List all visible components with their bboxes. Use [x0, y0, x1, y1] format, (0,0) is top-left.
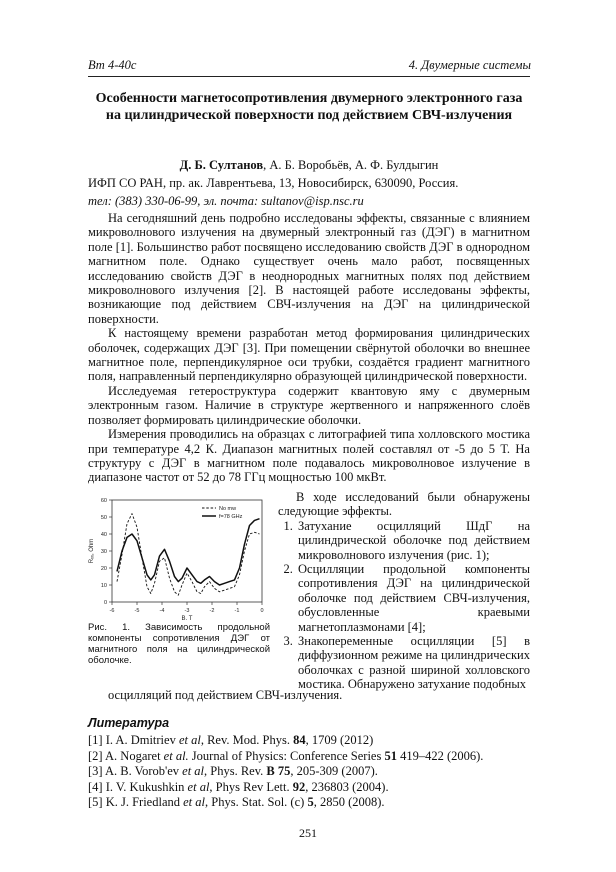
- authors: [88, 158, 530, 173]
- reference-end: , 205-309 (2007).: [290, 764, 378, 778]
- reference-bold: 84: [293, 733, 306, 747]
- running-header-left: Вт 4-40с: [88, 58, 137, 72]
- reference-em: et al.: [163, 748, 189, 763]
- y-tick-label: 60: [100, 498, 107, 504]
- series-line: [117, 514, 260, 596]
- results-list: [278, 519, 530, 692]
- literature-heading: Литература: [88, 716, 170, 730]
- reference-post: , Phys Rev Lett.: [209, 779, 293, 794]
- reference-em: et al: [187, 779, 210, 794]
- reference-pre: [3] A. B. Vorob'ev: [88, 764, 183, 778]
- list-item: 1. Затухание осцилляций ШдГ на цилиндрической оболочке под действием микроволнового излучения (рис. 1);: [296, 519, 530, 562]
- results-column: [278, 490, 530, 692]
- affiliation: ИФП СО РАН, пр. ак. Лаврентьева, 13, Новосибирск, 630090, Россия.: [88, 176, 459, 190]
- reference-end: 419–422 (2006).: [396, 748, 484, 763]
- header-rule: [88, 76, 530, 77]
- x-tick-label: -4: [159, 608, 165, 614]
- contact-email: sultanov@isp.nsc.ru: [261, 194, 364, 208]
- figure-1: [86, 490, 272, 620]
- reference-item: [88, 780, 483, 796]
- paragraph: На сегодняшний день подробно исследованы эффекты, связанные с влиянием микроволнового излучения на двумерный электронный газ (ДЭГ) в магнитном поле [1]. Большинство работ посвящено исследованию свойств ДЭГ в однородном магнитном поле. Однако существует очень мало работ, посвященных исследованию свойств ДЭГ в неоднородных магнитных полях под действием микроволнового излучения [2]. В настоящей работе исследованы эффекты, возникающие под действием СВЧ-излучения на ДЭГ на цилиндрической поверхности.: [88, 211, 530, 326]
- contact-line: [88, 194, 364, 209]
- x-tick-label: 0: [260, 608, 264, 614]
- magnetoresistance-chart: [86, 490, 272, 620]
- reference-item: [88, 733, 483, 749]
- y-tick-label: 30: [100, 549, 107, 555]
- reference-item: [88, 795, 483, 811]
- reference-post: , Phys. Rev.: [204, 764, 267, 778]
- y-tick-label: 20: [100, 566, 107, 572]
- reference-pre: [5] K. J. Friedland: [88, 795, 184, 809]
- results-tail: осцилляций под действием СВЧ-излучения.: [108, 688, 343, 702]
- reference-pre: [2] A. Nogaret: [88, 748, 164, 763]
- paper-title: Особенности магнетосопротивления двумерного электронного газа на цилиндрической поверхности под действием СВЧ-излучения: [95, 91, 523, 123]
- reference-end: , 2850 (2008).: [313, 795, 385, 809]
- reference-pre: [4] I. V. Kukushkin: [88, 779, 188, 794]
- list-item: 2. Осцилляции продольной компоненты сопротивления ДЭГ на цилиндрической оболочке под действием СВЧ-излучения, обусловленные краевыми магнетоплазмонами [4];: [296, 562, 530, 634]
- reference-post: , Rev. Mod. Phys.: [200, 733, 294, 747]
- other-authors: , А. Б. Воробьёв, А. Ф. Булдыгин: [263, 158, 439, 172]
- reference-em: et al: [178, 733, 201, 747]
- y-tick-label: 40: [100, 532, 107, 538]
- reference-post: , Phys. Stat. Sol. (c): [205, 795, 308, 809]
- list-item: 3. Знакопеременные осцилляции [5] в диффузионном режиме на цилиндрических оболочках с разной шириной холловского мостика. Обнаружено затухание подобных: [296, 634, 530, 692]
- reference-pre: [1] I. A. Dmitriev: [88, 733, 179, 747]
- body-text: [88, 211, 530, 485]
- results-intro: В ходе исследований были обнаружены следующие эффекты.: [278, 490, 530, 519]
- y-tick-label: 0: [103, 600, 107, 606]
- contact-phone: тел: (383) 330-06-99, эл. почта:: [88, 194, 262, 208]
- paragraph: Исследуемая гетероструктура содержит квантовую яму с двумерным электронным газом. Наличие в структуре жертвенного и напряженного слоёв позволяет формировать цилиндрические оболочки.: [88, 383, 530, 427]
- x-tick-label: -5: [134, 608, 140, 614]
- reference-end: , 236803 (2004).: [305, 779, 389, 794]
- running-header-right: 4. Двумерные системы: [408, 58, 531, 72]
- y-tick-label: 50: [100, 515, 107, 521]
- reference-bold: B 75: [266, 764, 291, 778]
- x-tick-label: -2: [209, 608, 215, 614]
- paragraph: К настоящему времени разработан метод формирования цилиндрических оболочек, содержащих ДЭГ [3]. При помещении свёрнутой оболочки во внешнее магнитное поле, перпендикулярное оси трубки, создаётся градиент магнитного поля, направленный перпендикулярно образующей цилиндрической поверхности.: [88, 326, 530, 384]
- y-axis-label: Rₓₓ, Ohm: [89, 538, 95, 564]
- reference-list: [88, 733, 483, 811]
- reference-item: [88, 764, 483, 780]
- y-tick-label: 10: [100, 583, 107, 589]
- page-number: 251: [299, 826, 317, 840]
- figure-caption: Рис. 1. Зависимость продольной компоненты сопротивления ДЭГ от магнитного поля на цилиндрической оболочке.: [88, 622, 270, 666]
- legend-label: f=78 GHz: [219, 514, 243, 520]
- first-author: Д. Б. Султанов: [179, 158, 264, 172]
- reference-bold: 92: [292, 779, 306, 794]
- reference-item: [88, 749, 483, 765]
- reference-post: Journal of Physics: Conference Series: [188, 748, 385, 763]
- legend-label: No mw: [219, 506, 237, 512]
- x-axis-label: B, T: [181, 616, 193, 620]
- reference-bold: 5: [307, 795, 314, 809]
- reference-bold: 51: [384, 748, 397, 763]
- x-tick-label: -3: [184, 608, 190, 614]
- reference-em: et al: [183, 795, 205, 809]
- reference-end: , 1709 (2012): [305, 733, 374, 747]
- paragraph: Измерения проводились на образцах с литографией типа холловского мостика при температуре 4,2 К. Диапазон магнитных полей составлял от -5 до 5 Т. На структуру с ДЭГ в магнитном поле подавалось микроволновое излучение в диапазоне частот от 52 до 78 ГГц мощностью 100 мкВт.: [88, 427, 530, 485]
- reference-em: et al: [182, 764, 205, 778]
- x-tick-label: -6: [109, 608, 115, 614]
- x-tick-label: -1: [234, 608, 240, 614]
